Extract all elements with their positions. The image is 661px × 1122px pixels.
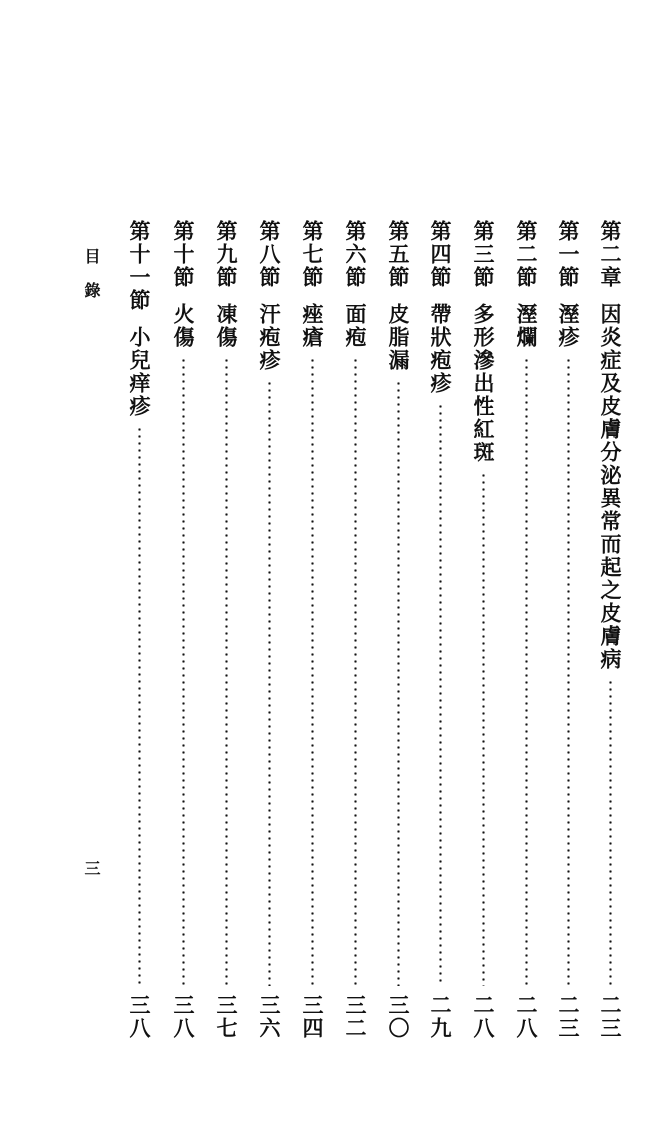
leader-dots <box>482 472 485 986</box>
toc-section-entry <box>468 220 498 1040</box>
section-number: 第九節 <box>214 220 239 289</box>
section-title: 皮脂漏 <box>386 303 411 372</box>
section-title: 溼爛 <box>514 303 539 349</box>
toc-section-entry <box>254 220 284 1040</box>
leader-dots <box>182 357 185 986</box>
leader-dots <box>567 357 570 986</box>
toc-section-entry <box>168 220 198 1040</box>
section-title: 多形滲出性紅斑 <box>471 303 496 464</box>
section-title: 面疱 <box>343 303 368 349</box>
toc-section-entry <box>553 220 583 1040</box>
section-page-number: 三四 <box>300 994 325 1040</box>
chapter-title: 因炎症及皮膚分泌異常而起之皮膚病 <box>598 303 623 671</box>
section-number: 第十一節 <box>127 220 152 312</box>
leader-dots <box>138 426 141 986</box>
section-number: 第七節 <box>300 220 325 289</box>
section-page-number: 二八 <box>471 994 496 1040</box>
folio-number: 三 <box>82 860 101 878</box>
section-number: 第四節 <box>428 220 453 289</box>
section-number: 第十節 <box>171 220 196 289</box>
leader-dots <box>311 357 314 986</box>
leader-dots <box>225 357 228 986</box>
toc-section-entry <box>124 220 154 1040</box>
toc-section-entry <box>211 220 241 1040</box>
section-number: 第八節 <box>257 220 282 289</box>
leader-dots <box>609 679 612 986</box>
section-title: 小兒痒疹 <box>127 326 152 418</box>
toc-section-entry <box>425 220 455 1040</box>
chapter-number: 第二章 <box>598 220 623 289</box>
section-page-number: 三六 <box>257 994 282 1040</box>
leader-dots <box>439 403 442 986</box>
section-number: 第三節 <box>471 220 496 289</box>
section-page-number: 三〇 <box>386 994 411 1040</box>
leader-dots <box>268 380 271 986</box>
section-title: 痤瘡 <box>300 303 325 349</box>
section-page-number: 二八 <box>514 994 539 1040</box>
section-title: 火傷 <box>171 303 196 349</box>
toc-section-entry <box>297 220 327 1040</box>
section-page-number: 二九 <box>428 994 453 1040</box>
section-page-number: 二三 <box>556 994 581 1040</box>
section-page-number: 三八 <box>171 994 196 1040</box>
running-header-text: 目錄 <box>82 248 101 316</box>
toc-section-entry <box>340 220 370 1040</box>
section-title: 帶狀疱疹 <box>428 303 453 395</box>
toc-section-entry <box>511 220 541 1040</box>
chapter-page-number: 二三 <box>598 994 623 1040</box>
section-number: 第一節 <box>556 220 581 289</box>
folio <box>80 860 102 878</box>
section-title: 汗疱疹 <box>257 303 282 372</box>
leader-dots <box>525 357 528 986</box>
section-number: 第二節 <box>514 220 539 289</box>
section-page-number: 三七 <box>214 994 239 1040</box>
toc-chapter-entry <box>595 220 625 1040</box>
leader-dots <box>354 357 357 986</box>
section-number: 第六節 <box>343 220 368 289</box>
section-number: 第五節 <box>386 220 411 289</box>
running-header <box>78 248 104 316</box>
leader-dots <box>397 380 400 986</box>
section-page-number: 三二 <box>343 994 368 1040</box>
section-title: 凍傷 <box>214 303 239 349</box>
toc-section-entry <box>383 220 413 1040</box>
section-title: 溼疹 <box>556 303 581 349</box>
section-page-number: 三八 <box>127 994 152 1040</box>
